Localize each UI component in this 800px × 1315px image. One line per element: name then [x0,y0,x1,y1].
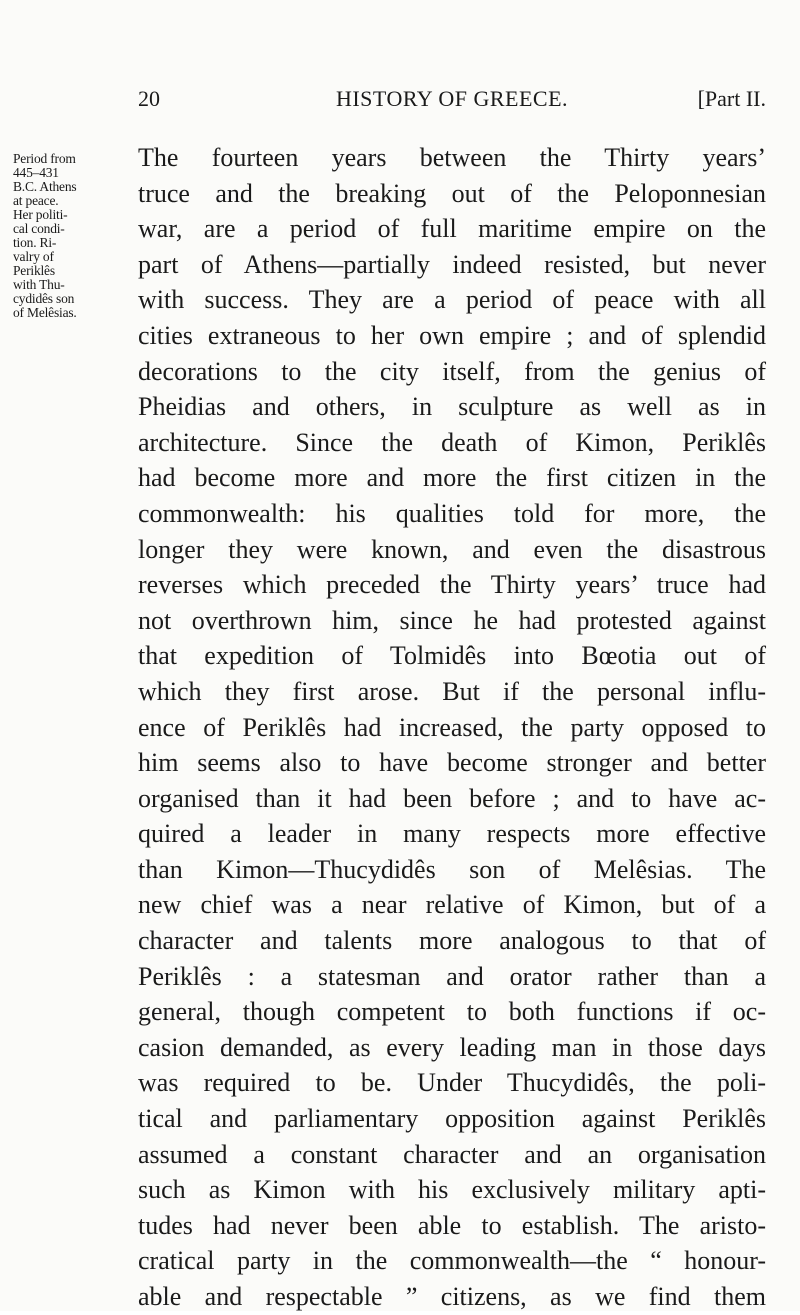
text-line: general, though competent to both functions if oc- [138,997,766,1027]
text-line: war, are a period of full maritime empire on the [138,214,766,244]
page-number: 20 [138,86,160,111]
text-line: with success. They are a period of peace with all [138,285,766,315]
text-line: not overthrown him, since he had protested against [138,605,766,635]
text-line: able and respectable ” citizens, as we find them [138,1282,766,1311]
text-line: such as Kimon with his exclusively military apti- [138,1175,766,1205]
text-line: had become more and more the first citizen in the [138,463,766,493]
part-label: [Part II. [697,86,766,111]
sidenote-line: Period from [13,151,76,166]
text-line: commonwealth: his qualities told for more, the [138,498,766,528]
text-line: new chief was a near relative of Kimon, but of a [138,890,766,920]
running-title: HISTORY OF GREECE. [335,86,569,111]
text-line: him seems also to have become stronger and better [138,748,766,778]
text-line: organised than it had been before ; and to have ac- [138,783,766,813]
text-line: assumed a constant character and an organisation [138,1139,766,1169]
text-line: cratical party in the commonwealth—the “ honour- [138,1246,766,1276]
sidenote-line: cal condi- [13,221,65,236]
text-line: tudes had never been able to establish. The aristo- [138,1210,766,1240]
sidenote-line: valry of [13,249,54,264]
text-line: casion demanded, as every leading man in those days [138,1032,766,1062]
sidenote-line: of Melêsias. [13,305,77,320]
text-line: that expedition of Tolmidês into Bœotia out of [138,641,766,671]
text-line: decorations to the city itself, from the genius of [138,356,766,386]
text-line: reverses which preceded the Thirty years’ truce had [138,570,766,600]
text-line: was required to be. Under Thucydidês, the poli- [138,1068,766,1098]
sidenote-line: B.C. Athens [13,179,77,194]
text-line: longer they were known, and even the disastrous [138,534,766,564]
text-line: cities extraneous to her own empire ; and of splendid [138,320,766,350]
text-line: which they first arose. But if the personal influ- [138,676,766,706]
text-line: quired a leader in many respects more effective [138,819,766,849]
sidenote-line: 445–431 [13,165,59,180]
sidenote-line: Her politi- [13,207,68,222]
text-line: truce and the breaking out of the Peloponnesian [138,178,766,208]
text-line: architecture. Since the death of Kimon, Periklês [138,427,766,457]
text-line: part of Athens—partially indeed resisted, but never [138,249,766,279]
text-line: tical and parliamentary opposition against Periklês [138,1104,766,1134]
text-line: character and talents more analogous to that of [138,926,766,956]
text-line: The fourteen years between the Thirty years’ [138,143,766,172]
sidenote-line: tion. Ri- [13,235,57,250]
text-line: than Kimon—Thucydidês son of Melêsias. The [138,854,766,884]
body-paragraph [138,140,766,1315]
sidenote-line: at peace. [13,193,59,208]
text-line: ence of Periklês had increased, the party opposed to [138,712,766,742]
sidenote-line: with Thu- [13,277,65,292]
page-header [138,86,766,116]
sidenote-line: Periklês [13,263,55,278]
text-line: Pheidias and others, in sculpture as well as in [138,392,766,422]
text-line: Periklês : a statesman and orator rather than a [138,961,766,991]
margin-sidenote [13,152,129,320]
sidenote-line: cydidês son [13,291,75,306]
